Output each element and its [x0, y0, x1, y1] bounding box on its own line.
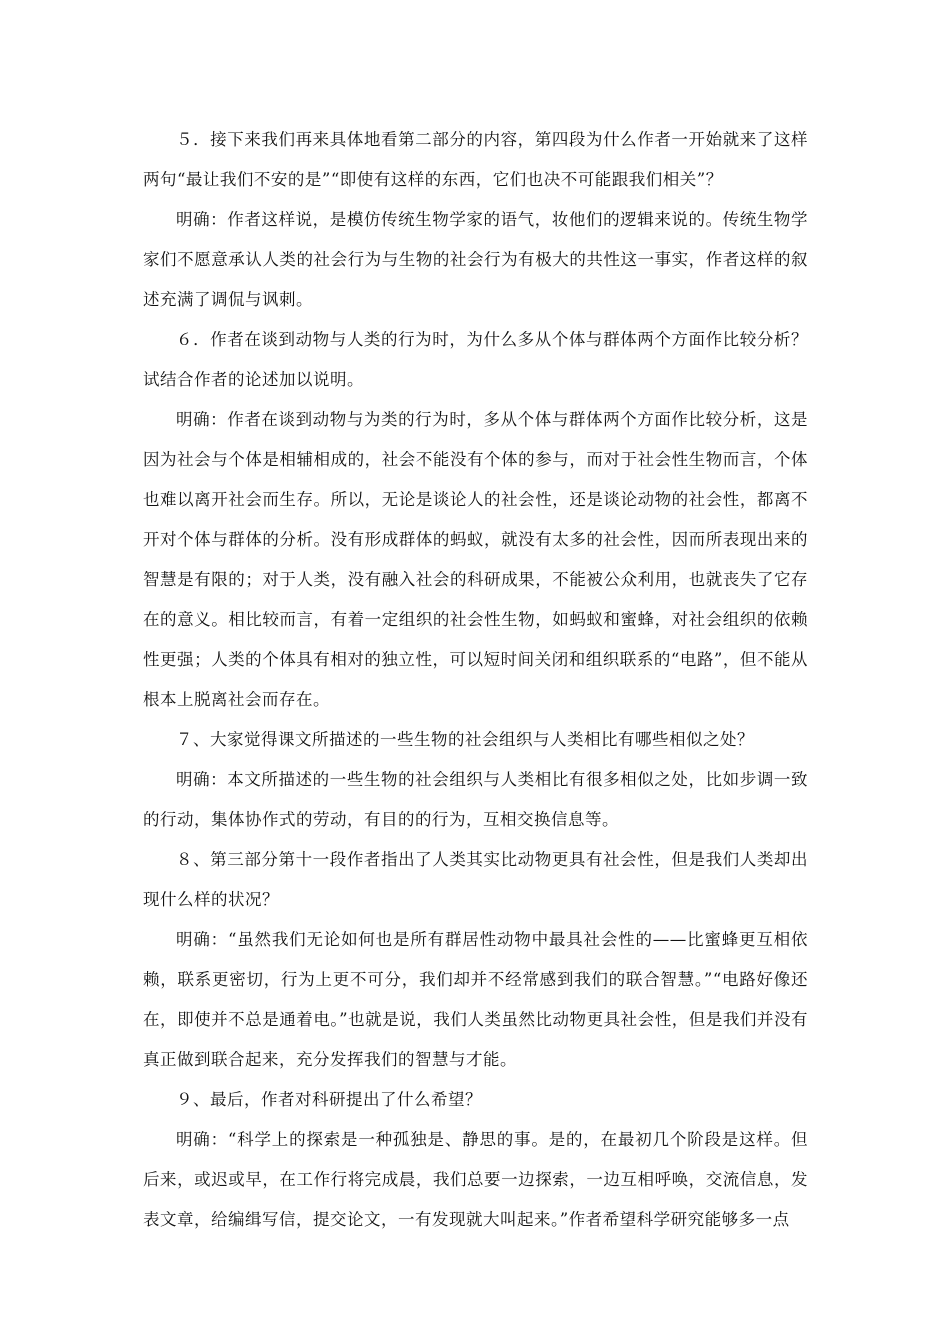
question-9: ９、最后，作者对科研提出了什么希望？	[176, 1090, 482, 1109]
question-6: ６．作者在谈到动物与人类的行为时，为什么多从个体与群体两个方面作比较分析？试结合作者的论述加以说明。	[143, 330, 808, 389]
question-8: ８、第三部分第十一段作者指出了人类其实比动物更具有社会性，但是我们人类却出现什么样的状况？	[143, 850, 808, 909]
document-page	[143, 120, 808, 1240]
question-5: ５．接下来我们再来具体地看第二部分的内容，第四段为什么作者一开始就来了这样两句“最让我们不安的是”“即使有这样的东西，它们也决不可能跟我们相关”？	[143, 130, 808, 189]
answer-6: 明确：作者在谈到动物与为类的行为时，多从个体与群体两个方面作比较分析，这是因为社会与个体是相辅相成的，社会不能没有个体的参与，而对于社会性生物而言，个体也难以离开社会而生存。所以，无论是谈论人的社会性，还是谈论动物的社会性，都离不开对个体与群体的分析。没有形成群体的蚂蚁，就没有太多的社会性，因而所表现出来的智慧是有限的；对于人类，没有融入社会的科研成果，不能被公众利用，也就丧失了它存在的意义。相比较而言，有着一定组织的社会性生物，如蚂蚁和蜜蜂，对社会组织的依赖性更强；人类的个体具有相对的独立性，可以短时间关闭和组织联系的“电路”，但不能从根本上脱离社会而存在。	[143, 410, 808, 709]
question-7: ７、大家觉得课文所描述的一些生物的社会组织与人类相比有哪些相似之处？	[176, 730, 754, 749]
answer-7: 明确：本文所描述的一些生物的社会组织与人类相比有很多相似之处，比如步调一致的行动，集体协作式的劳动，有目的的行为，互相交换信息等。	[143, 770, 808, 829]
answer-5: 明确：作者这样说，是模仿传统生物学家的语气，妆他们的逻辑来说的。传统生物学家们不愿意承认人类的社会行为与生物的社会行为有极大的共性这一事实，作者这样的叙述充满了调侃与讽刺。	[143, 210, 808, 309]
answer-8: 明确：“虽然我们无论如何也是所有群居性动物中最具社会性的——比蜜蜂更互相依赖，联系更密切，行为上更不可分，我们却并不经常感到我们的联合智慧。”“电路好像还在，即使并不总是通着电。”也就是说，我们人类虽然比动物更具社会性，但是我们并没有真正做到联合起来，充分发挥我们的智慧与才能。	[143, 930, 808, 1069]
answer-9: 明确：“科学上的探索是一种孤独是、静思的事。是的，在最初几个阶段是这样。但后来，或迟或早，在工作行将完成晨，我们总要一边探索，一边互相呼唤，交流信息，发表文章，给编缉写信，提交论文，一有发现就大叫起来。”作者希望科学研究能够多一点	[143, 1130, 808, 1229]
